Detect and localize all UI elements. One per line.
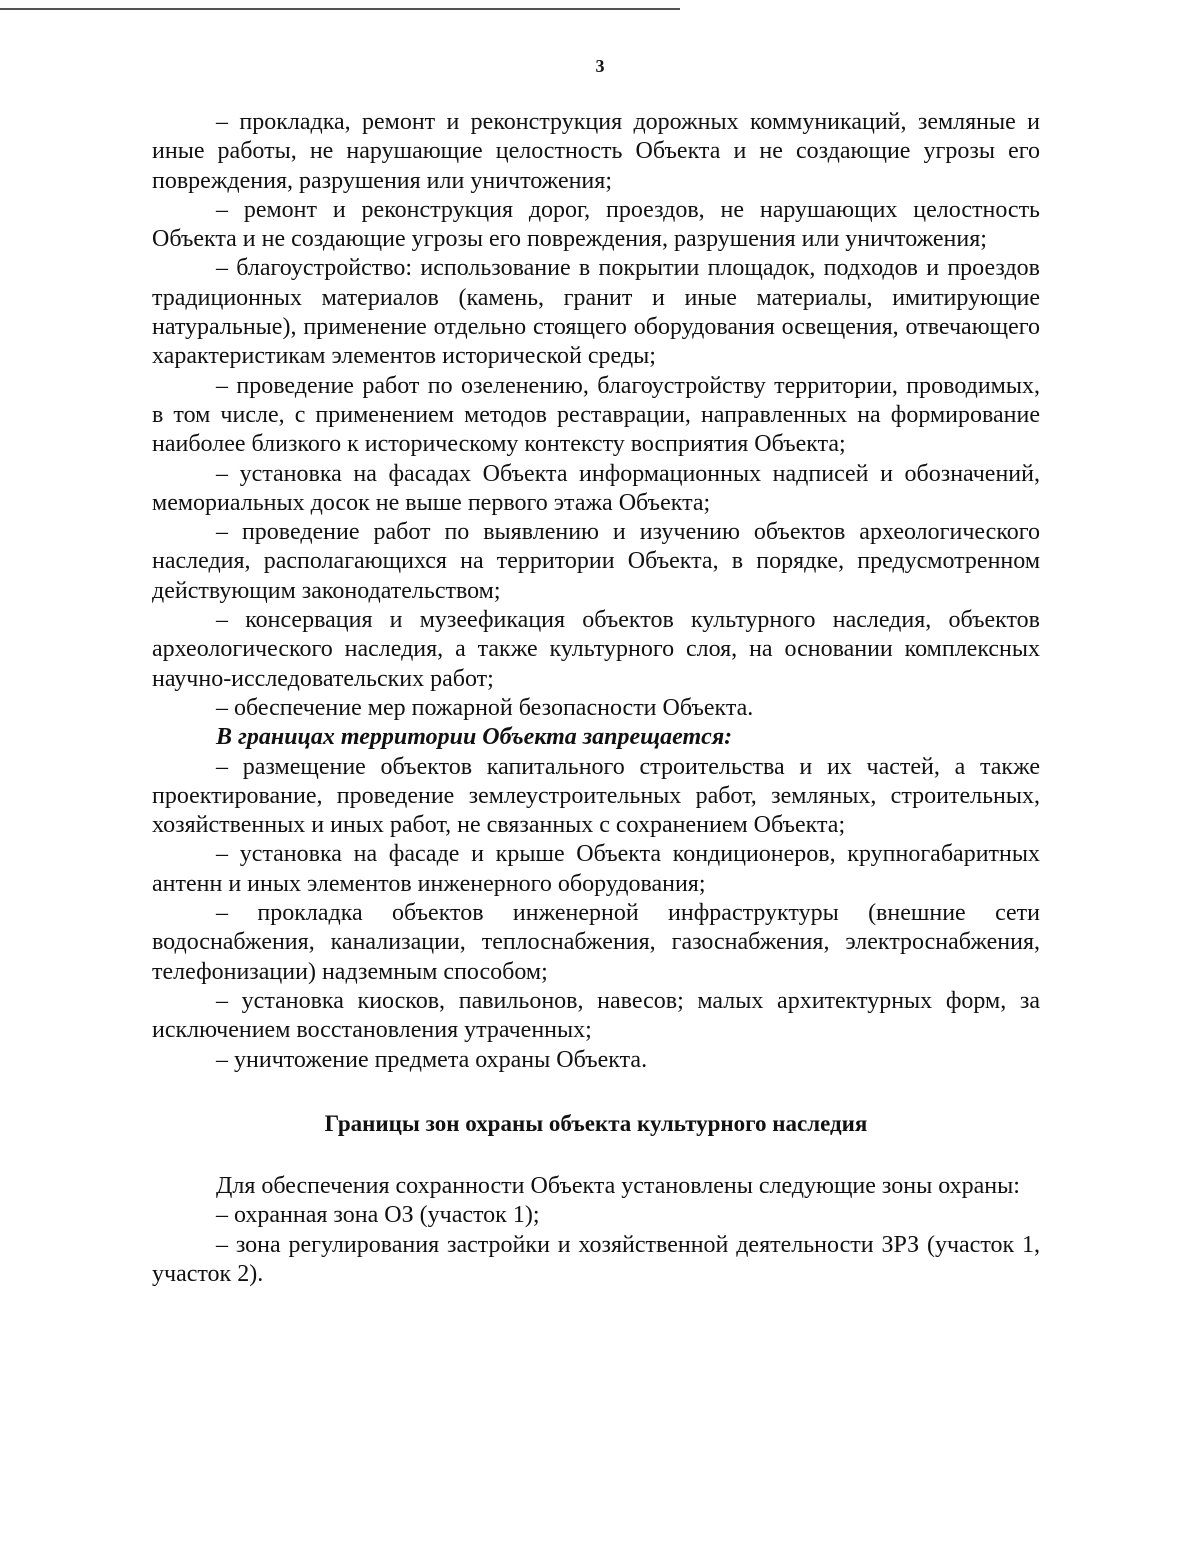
page-number: 3 — [595, 56, 605, 76]
paragraph-prohibited-networks: – прокладка объектов инженерной инфраструктуры (внешние сети водоснабжения, канализации, теплоснабжения, газоснабжения, электроснабжения, телефонизации) надземным способом; — [152, 900, 1040, 985]
paragraph-zone-zrz: – зона регулирования застройки и хозяйственной деятельности ЗРЗ (участок 1, участок 2). — [152, 1231, 1040, 1287]
paragraph-road-repair: – ремонт и реконструкция дорог, проездов, не нарушающих целостность Объекта и не создающие угрозы его повреждения, разрушения или уничтожения; — [152, 196, 1040, 253]
paragraph-landscaping: – благоустройство: использование в покрытии площадок, подходов и проездов традиционных материалов (камень, гранит и иные материалы, имитирующие натуральные), применение отдельно стоящего оборудования освещения, отвечающего характеристикам элементов исторической среды; — [152, 255, 1040, 370]
paragraph-fire-safety: – обеспечение мер пожарной безопасности Объекта. — [216, 694, 754, 721]
paragraph-zones-intro: Для обеспечения сохранности Объекта установлены следующие зоны охраны: — [216, 1173, 1020, 1200]
prohibited-heading: В границах территории Объекта запрещается: — [216, 724, 733, 751]
paragraph-prohibited-air-conditioners: – установка на фасаде и крыше Объекта кондиционеров, крупногабаритных антенн и иных элементов инженерного оборудования; — [152, 841, 1040, 897]
paragraph-road-communications: – прокладка, ремонт и реконструкция дорожных коммуникаций, земляные и иные работы, не нарушающие целостность Объекта и не создающие угрозы его повреждения, разрушения или уничтожения; — [152, 109, 1040, 194]
paragraph-prohibited-kiosks: – установка киосков, павильонов, навесов; малых архитектурных форм, за исключением восстановления утраченных; — [152, 987, 1040, 1044]
paragraph-archaeology: – проведение работ по выявлению и изучению объектов археологического наследия, располагающихся на территории Объекта, в порядке, предусмотренном действующим законодательством; — [152, 519, 1040, 604]
paragraph-prohibited-construction: – размещение объектов капитального строительства и их частей, а также проектирование, проведение землеустроительных работ, земляных, строительных, хозяйственных и иных работ, не связанных с сохранением Объекта; — [152, 753, 1040, 839]
section-heading-protection-zones: Границы зон охраны объекта культурного наследия — [324, 1110, 868, 1136]
document-body — [152, 108, 1040, 1289]
paragraph-conservation: – консервация и музеефикация объектов культурного наследия, объектов археологического наследия, а также культурного слоя, на основании комплексных научно-исследовательских работ; — [152, 607, 1040, 692]
paragraph-zone-oz: – охранная зона ОЗ (участок 1); — [216, 1202, 540, 1229]
paragraph-signage: – установка на фасадах Объекта информационных надписей и обозначений, мемориальных досок не выше первого этажа Объекта; — [152, 460, 1040, 516]
paragraph-greening: – проведение работ по озеленению, благоустройству территории, проводимых, в том числе, с применением методов реставрации, направленных на формирование наиболее близкого к историческому контексту восприятия Объекта; — [152, 372, 1040, 458]
scan-edge-line — [0, 8, 680, 10]
paragraph-prohibited-destruction: – уничтожение предмета охраны Объекта. — [216, 1046, 648, 1073]
